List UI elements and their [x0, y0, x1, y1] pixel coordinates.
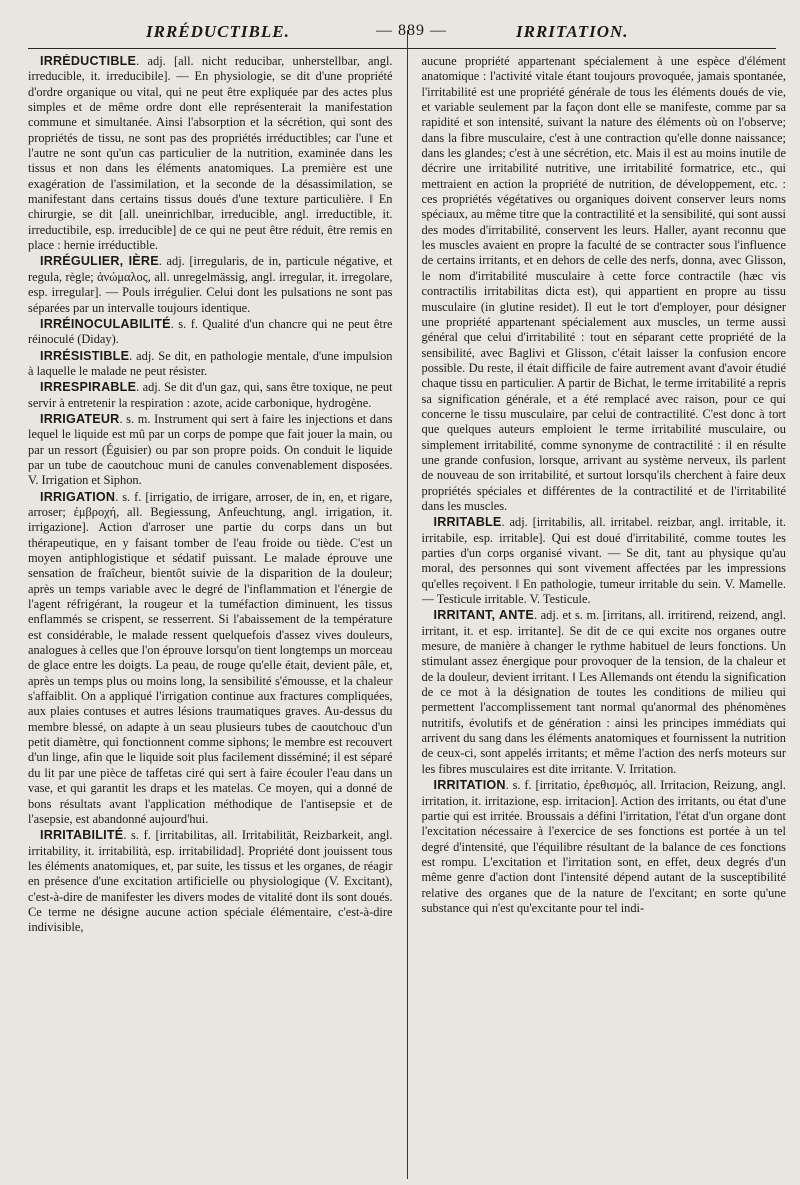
entry-headword: IRRIGATEUR: [40, 411, 120, 426]
entry-headword: IRRÉDUCTIBLE: [40, 54, 137, 68]
entry-irregulier: [28, 254, 393, 315]
entry-headword: IRRITATION: [433, 778, 506, 793]
column-divider: [407, 30, 408, 1179]
entry-headword: IRRÉGULIER, IÈRE: [40, 254, 159, 269]
entry-body: . s. f. Qualité d'un chancre qui ne peut être réinoculé (Diday).: [28, 316, 393, 347]
running-head-right: IRRITATION.: [516, 22, 629, 41]
entry-headword: IRRITABILITÉ: [40, 828, 124, 843]
entry-headword: IRRITABLE: [433, 515, 502, 530]
entry-irrespirable: [28, 380, 393, 411]
entry-headword: IRRÉINOCULABILITÉ: [40, 316, 171, 331]
entry-irritation: [422, 778, 787, 916]
entry-headword: IRRÉSISTIBLE: [40, 348, 130, 363]
entry-irresistible: [28, 349, 393, 380]
entry-irreductible: [28, 54, 393, 253]
entry-irrigateur: [28, 412, 393, 489]
entry-body: . adj. [all. nicht reducibar, unherstellbar, angl. irreducible, it. irreducibile]. — En physiologie, se dit d'une propriété d'ordre organique ou vital, qui ne peut être expliquée par des actes plus simples et de même ordre dont elle représenterait la manifestation commune et simultanée. Ainsi l'absorption et la sécrétion, qui sont des propriétés de tissu, ne sont pas des propriétés irréductibles; car l'une et l'autre ne sont qu'un cas particulier de la nutrition, examinée dans les tissus et non dans les éléments anatomiques. La première est une exagération de l'assimilation, et la seconde de la désassimilation, se manifestant dans certains tissus doués d'une texture particulière. ‖ En chirurgie, se dit [all. uneinrichlbar, irreducible, angl. irreductible, it. irreductibile, esp. irreducible] de ce qui ne peut être réduit, être remis en place : hernie irréductible.: [28, 54, 393, 253]
entry-irritabilite-start: [28, 828, 393, 935]
entry-irritant: [422, 608, 787, 777]
entry-body: . adj. et s. m. [irritans, all. irritirend, reizend, angl. irritant, it. et esp. irritante]. Se dit de ce qui excite nos organes outre mesure, de manière à changer le rythme habituel de leurs fonctions. Un stimulant assez énergique pour provoquer de la tension, de la chaleur et de la douleur, devient irritant. ‖ Les Allemands ont étendu la signification de ce mot à la désignation de toutes les conditions de milieu qui permettent l'accomplissement tant normal qu'anormal des phénomènes nutritifs, évolutifs et de génération : ainsi les principes immédiats qui arrivent du sang dans les éléments anatomiques et fournissent la nutrition de ceux-ci, sont appelés irritants; et même l'action des nerfs moteurs sur les fibres musculaires est dite irritante. V. Irritation.: [421, 608, 786, 776]
entry-body: . adj. Se dit d'un gaz, qui, sans être toxique, ne peut servir à entretenir la respiration : azote, acide carbonique, hydrogène.: [28, 380, 393, 410]
page-number: — 889 —: [376, 22, 447, 39]
entry-body: . s. f. [irrigatio, de irrigare, arroser, de in, en, et rigare, arroser; ἐμβροχή, all. Begiessung, Anfeuchtung, angl. irrigation, it. irrigazione]. Action d'arroser une partie du corps dans un but thérapeutique, en y faisant tomber de l'eau froide ou tiède. C'est un moyen antiphlogistique et sédatif puissant. Le malade éprouve une sensation de fraîcheur, bientôt suivie de la disparition de la douleur; après un temps variable avec le degré de l'inflammation et l'énergie de l'agent réfrigérant, la rougeur et la tuméfaction diminuent, les tissus enflammés se crispent, se resserrent. Si l'abaissement de la température est considérable, le malade ressent quelquefois d'assez vives douleurs, analogues à celles que l'on éprouve lorsqu'on tient longtemps un morceau de glace entre les doigts. La peau, de rouge qu'elle était, devient pâle, et, après un temps plus ou moins long, la sensibilité s'émousse, et la chaleur s'affaiblit. On a appliqué l'irrigation continue aux fractures compliquées, aux plaies contuses et autres lésions traumatiques graves. Au-dessus du membre blessé, on adapte à un seau plusieurs tubes de caoutchouc d'un petit diamètre, qui fonctionnent comme siphons; le membre est recouvert d'un linge, afin que le liquide soit plus facilement disséminé; il est séparé du lit par une pièce de taffetas ciré qui sert à faire écouler l'eau dans un vase, et qui garantit les draps et les matelas. Ce moyen, qui a donné de bons résultats avant l'application méthodique de l'antisepsie et de l'asepsie, est abandonné aujourd'hui.: [28, 489, 393, 826]
entry-irrigation: [28, 490, 393, 828]
entry-irritable: [422, 515, 787, 607]
entry-body: . adj. [irregularis, de in, particule négative, et regula, règle; ἀνώμαλος, all. unregelmässig, angl. irregular, it. irregolare, esp. irregular]. — Pouls irrégulier. Celui dont les pulsations ne sont pas séparées par un intervalle toujours identique.: [28, 254, 393, 315]
running-head: [28, 18, 776, 48]
entry-body-part1: . s. f. [irritabilitas, all. Irritabilität, Reizbarkeit, angl. irritability, it. irritabilità, esp. irritabilidad]. Propriété dont jouissent tous les éléments anatomiques, et, par suite, les tissus et les organes, de réagir en présence d'une excitation artificielle ou physiologique (V. Excitant), c'est-à-dire de manifester les divers modes de vitalité dont ils sont doués. Ce terme ne désigne aucune action spéciale élémentaire, c'est-à-dire indivisible,: [28, 828, 393, 935]
entry-headword: IRRITANT, ANTE: [433, 608, 535, 623]
entry-body: . s. f. [irritatio, ἐρεθισμός, all. Irritacion, Reizung, angl. irritation, it. irritazione, esp. irritacion]. Action des irritants, ou état d'une partie qui est irritée. Broussais a défini l'irritation, l'état d'un organe dont l'excitation nécessaire à l'exercice de ses fonctions est portée à un tel degré d'intensité, que l'équilibre résultant de la balance de ces fonctions est rompu. L'excitation et l'irritation sont, en effet, deux degrés d'un même genre d'action dont l'intensité dépend autant de la susceptibilité relative des organes que de la nature de l'excitant; en sorte qu'une substance qui n'est qu'excitante pour tel indi-: [421, 778, 786, 915]
entry-body: . s. m. Instrument qui sert à faire les injections et dans lequel le liquide est mû par un corps de pompe que fait jouer la main, ou par un ressort (Éguisier) ou par son propre poids. On conduit le liquide par un tube de caoutchouc muni de canules convenablement disposées. V. Irrigation et Siphon.: [28, 411, 393, 488]
entry-irreinoculabilite: [28, 317, 393, 348]
header-rule: [28, 48, 776, 49]
entry-irritabilite-continued: [422, 54, 787, 514]
entry-headword: IRRIGATION: [40, 489, 116, 504]
entry-body-part2: aucune propriété appartenant spécialement à une espèce d'élément anatomique : l'activité vitale étant toujours provoquée, jamais spontanée, l'irritabilité est une propriété générale de tous les éléments doués de vie, et variable seulement par la façon dont elle se manifeste, comme par sa rapidité et son intensité, suivant la nature des éléments où on l'observe; dans la fibre musculaire, c'est à une contraction qu'elle donne naissance; dans les glandes; c'est à une sécrétion, etc. Mais il est au moins inutile de décrire une irritabilité nutritive, une irritabilité formatrice, etc., qui mettraient en action la propriété de nutrition, de développement, etc. : ces propriétés végétatives ou organiques doivent conserver leurs noms spéciaux, au même titre que la contractilité et la sensibilité, qui sont aussi des modes d'irritabilité, conservent les leurs. Haller, ayant reconnu que les muscles avaient en propre la faculté de se contracter sous l'influence de certains irritants, et en dehors de celle des nerfs, donna, avec Glisson, le nom d'irritabilité musculaire à cette force contractile (hæc vis contractilis irritabilitas dicta est), qui appartient en propre au tissu musculaire (in glutine residet). Il eut le tort d'employer, pour désigner une propriété appartenant spécialement aux muscles, un terme aussi général que celui d'irritabilité : tout en séparant cette propriété de la sensibilité, avec Baglivi et Glisson, c'était laisser la confusion encore possible. Du reste, il était difficile de faire autrement avant d'avoir étudié chaque tissu en particulier. A partir de Bichat, le terme irritabilité a repris sa signification générale, et a été remplacé avec raison, pour ce qui concerne le tissu musculaire, par celui de contractilité. C'est donc à tort que quelques auteurs emploient le terme irritabilité musculaire, ou simplement irritabilité, comme synonyme de contractilité : il en résulte une grande confusion, lorsque, arrivant au système nerveux, ils parlent de nouveau de son irritabilité, et surtout lorsqu'ils cherchent à faire deux propriétés spéciales et différentes de la contractilité et de l'irritabilité dans les muscles.: [421, 54, 786, 513]
entry-body: . adj. Se dit, en pathologie mentale, d'une impulsion à laquelle le malade ne peut résister.: [28, 348, 393, 378]
running-head-left: IRRÉDUCTIBLE.: [146, 22, 290, 41]
column-left: [28, 54, 393, 1179]
column-right: [422, 54, 787, 1179]
entry-headword: IRRESPIRABLE: [40, 380, 137, 395]
entry-body: . adj. [irritabilis, all. irritabel. reizbar, angl. irritable, it. irritabile, esp. irritable]. Qui est doué d'irritabilité, comme toutes les parties d'un corps organisé vivant. — Se dit, tant au physique qu'au moral, des personnes qui sont vivement affectées par les impressions qu'elles reçoivent. ‖ En pathologie, tumeur irritable du sein. V. Mamelle. — Testicule irritable. V. Testicule.: [421, 515, 786, 607]
text-columns: [28, 54, 786, 1179]
